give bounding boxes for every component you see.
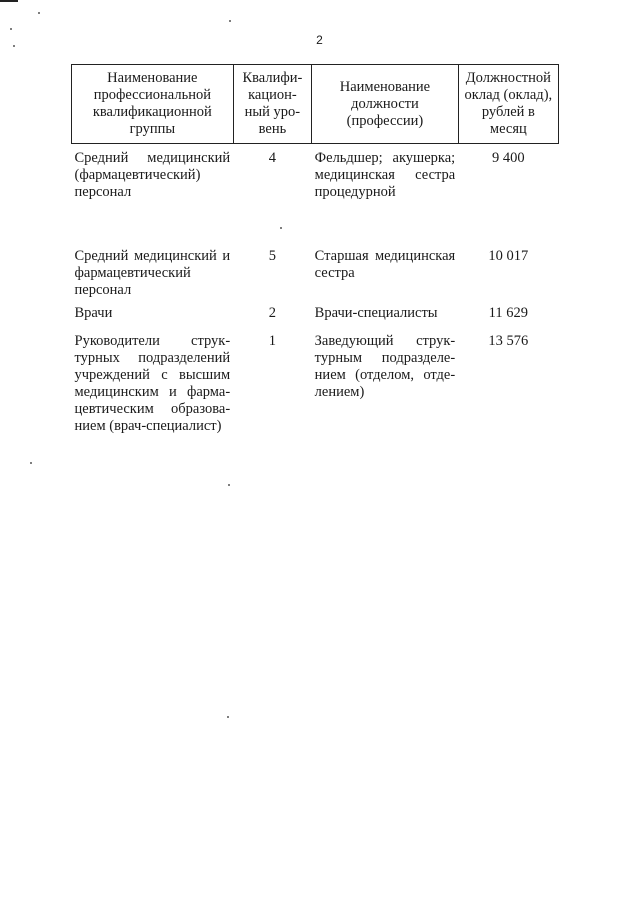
cell-position: Заведующий струк-турным подразделе-нием (отделом, отде-лением): [314, 333, 456, 400]
cell-salary: 11 629: [488, 305, 529, 321]
scan-speck: [30, 462, 32, 464]
cell-level: 1: [268, 333, 277, 349]
scan-speck: [10, 28, 12, 30]
cell-salary: 10 017: [488, 248, 529, 264]
cell-position: Врачи-специалисты: [314, 305, 438, 321]
salary-table: [71, 64, 559, 443]
cell-position: Старшая медицинская сестра: [314, 248, 456, 281]
scan-corner-mark: [0, 0, 18, 2]
cell-group: Врачи: [74, 305, 113, 321]
table-header-row: [72, 65, 559, 144]
cell-level: 2: [268, 305, 277, 321]
scan-speck: [228, 484, 230, 486]
page-number: 2: [316, 33, 323, 47]
header-position: Наименование должности (профессии): [312, 65, 459, 144]
table-row: [72, 299, 559, 327]
table-row: [72, 144, 559, 243]
table-row: [72, 242, 559, 299]
cell-position: Фельдшер; акушерка; медицинская сестра процедурной: [314, 150, 456, 200]
cell-level: 4: [268, 150, 277, 166]
cell-level: 5: [268, 248, 277, 264]
header-salary: Должностной оклад (оклад), рублей в месяц: [458, 65, 558, 144]
cell-group: Руководители струк-турных подразделений учреждений с высшим медицинским и фарма-цевтическим образова-нием (врач-специалист): [74, 333, 231, 434]
cell-salary: 13 576: [488, 333, 529, 349]
cell-group: Средний медицинский и фармацевтический персонал: [74, 248, 231, 298]
header-group: Наименование профессиональной квалификационной группы: [72, 65, 234, 144]
scan-speck: [38, 12, 40, 14]
scan-speck: [229, 20, 231, 22]
cell-group: Средний медицинский (фармацевтический) персонал: [74, 150, 231, 200]
cell-salary: 9 400: [492, 150, 525, 166]
table-row: [72, 327, 559, 443]
scan-speck: [227, 716, 229, 718]
header-level: Квалифи-кацион-ный уро-вень: [233, 65, 312, 144]
